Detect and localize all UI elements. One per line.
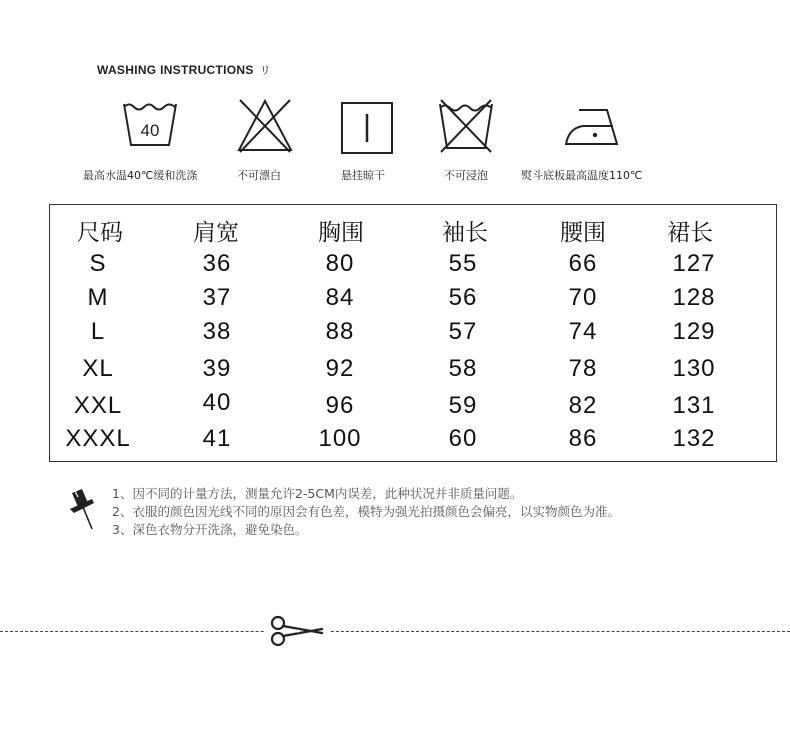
- table-cell: 58: [448, 355, 478, 382]
- scissors-icon: [264, 615, 330, 651]
- table-cell: 82: [568, 392, 598, 419]
- table-cell: 129: [672, 318, 716, 345]
- table-cell: 60: [448, 425, 478, 452]
- table-cell: 57: [448, 318, 478, 345]
- table-cell: 80: [325, 250, 355, 277]
- table-cell: 74: [568, 318, 598, 345]
- care-label-soak: 不可浸泡: [444, 169, 488, 182]
- table-cell: 40: [202, 389, 232, 416]
- hang-dry-icon: [340, 101, 394, 155]
- table-cell: 38: [202, 318, 232, 345]
- care-label-dry: 悬挂晾干: [341, 169, 385, 182]
- table-cell: XXXL: [65, 425, 131, 452]
- table-cell: XXL: [73, 392, 123, 419]
- table-cell: 70: [568, 284, 598, 311]
- table-cell: 92: [325, 355, 355, 382]
- washing-instructions-title: [97, 62, 271, 78]
- table-cell: XL: [82, 355, 114, 382]
- table-cell: 39: [202, 355, 232, 382]
- washing-title-mark: リ: [259, 65, 271, 77]
- table-cell: 127: [672, 250, 716, 277]
- pushpin-icon: [66, 487, 98, 535]
- table-cell: 131: [672, 392, 716, 419]
- header-length: 裙长: [667, 220, 713, 246]
- table-cell: 78: [568, 355, 598, 382]
- note-item: 2、衣服的颜色因光线不同的原因会有色差，模特为强光拍摄颜色会偏亮，以实物颜色为准。: [112, 504, 620, 519]
- header-sleeve: 袖长: [442, 220, 488, 246]
- washing-title-text: WASHING INSTRUCTIONS: [97, 63, 254, 77]
- table-cell: 37: [202, 284, 232, 311]
- table-cell: 100: [318, 425, 362, 452]
- iron-icon: [563, 106, 623, 148]
- care-label-wash: 最高水温40℃缓和洗涤: [83, 169, 198, 182]
- header-waist: 腰围: [560, 220, 606, 246]
- do-not-soak-icon: [437, 98, 495, 154]
- table-cell: 41: [202, 425, 232, 452]
- table-cell: 55: [448, 250, 478, 277]
- table-cell: 66: [568, 250, 598, 277]
- wash-temp-text: 40: [140, 121, 160, 140]
- table-cell: S: [89, 250, 107, 277]
- header-shoulder: 肩宽: [193, 220, 239, 246]
- table-cell: M: [87, 284, 109, 311]
- do-not-bleach-icon: [236, 98, 294, 154]
- table-cell: 130: [672, 355, 716, 382]
- table-cell: 128: [672, 284, 716, 311]
- care-label-iron: 熨斗底板最高温度110℃: [521, 169, 643, 182]
- note-item: 1、因不同的计量方法，测量允许2-5CM内误差，此种状况并非质量问题。: [112, 486, 523, 501]
- wash-40-tub-icon: [121, 99, 179, 149]
- header-chest: 胸围: [318, 220, 364, 246]
- table-cell: 96: [325, 392, 355, 419]
- table-cell: 88: [325, 318, 355, 345]
- care-label-bleach: 不可漂白: [237, 169, 281, 182]
- notes-list: [112, 485, 620, 539]
- table-cell: 86: [568, 425, 598, 452]
- header-size: 尺码: [77, 220, 123, 246]
- table-cell: 36: [202, 250, 232, 277]
- table-cell: 59: [448, 392, 478, 419]
- cut-line-divider: [0, 631, 790, 632]
- table-cell: 56: [448, 284, 478, 311]
- table-cell: 84: [325, 284, 355, 311]
- note-item: 3、深色衣物分开洗涤，避免染色。: [112, 522, 308, 537]
- table-cell: L: [90, 318, 106, 345]
- table-cell: 132: [672, 425, 716, 452]
